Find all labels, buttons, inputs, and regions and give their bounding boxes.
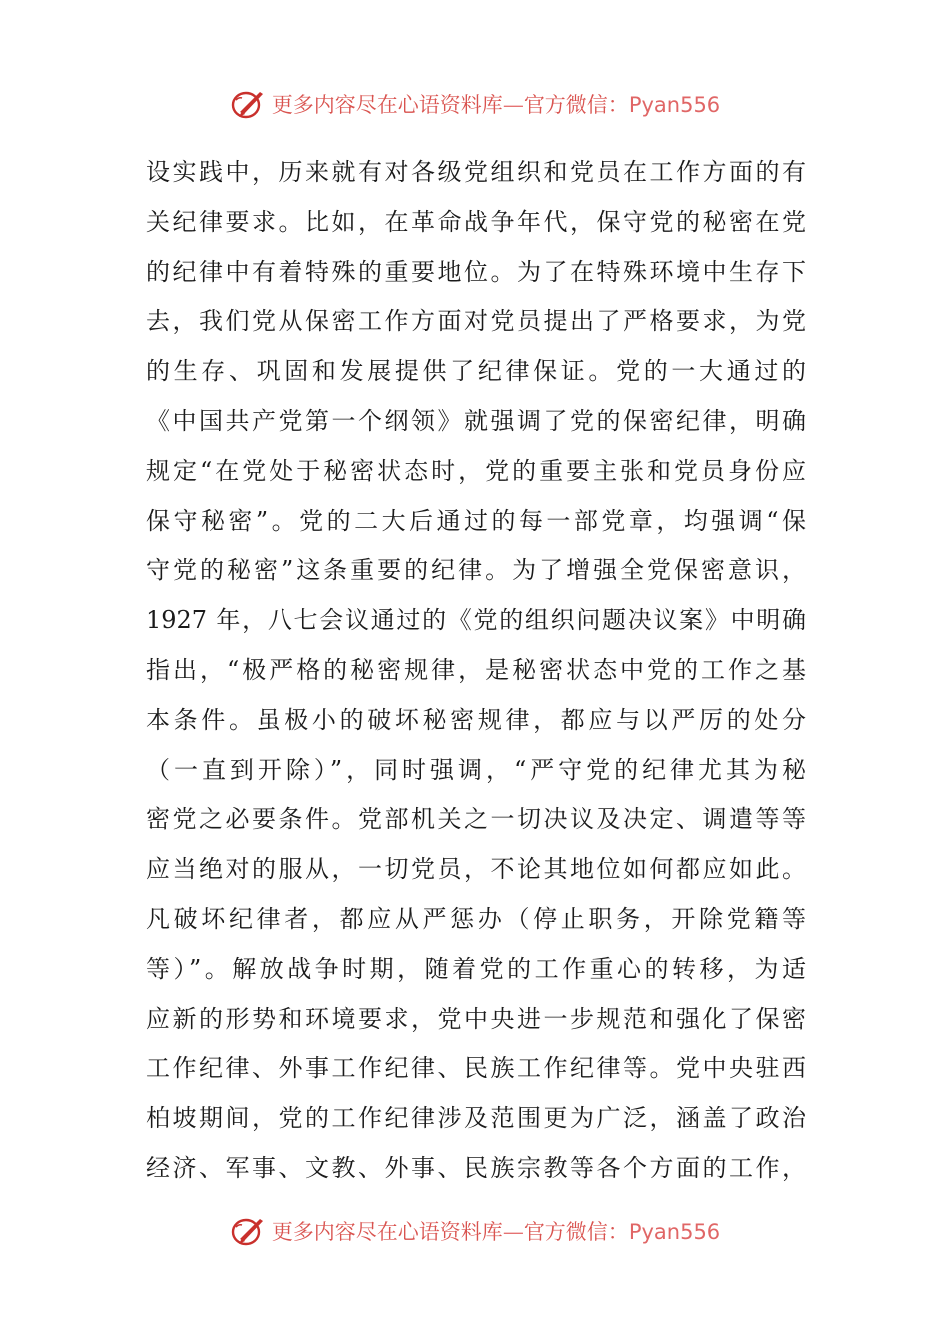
document-body	[146, 148, 806, 1194]
body-line: 经济、军事、文教、外事、民族宗教等各个方面的工作，	[146, 1153, 806, 1182]
footer-banner-text	[272, 1216, 720, 1246]
body-line: 密党之必要条件。党部机关之一切决议及决定、调遣等等	[146, 805, 806, 834]
body-line: 等）”。解放战争时期，随着党的工作重心的转移，为适	[146, 954, 806, 983]
footer-banner-separator: —	[502, 1220, 524, 1244]
body-line: （一直到开除）”，同时强调，“严守党的纪律尤其为秘	[146, 755, 806, 784]
footer-wechat-label: 官方微信：	[523, 1220, 629, 1244]
body-line: 应新的形势和环境要求，党中央进一步规范和强化了保密	[146, 1004, 806, 1033]
footer-banner-main: 更多内容尽在心语资料库	[271, 1220, 503, 1244]
header-wechat-label: 官方微信：	[523, 93, 629, 117]
body-line: 柏坡期间，党的工作纪律涉及范围更为广泛，涵盖了政治	[146, 1104, 806, 1133]
quill-logo-icon	[230, 88, 266, 120]
body-line: 工作纪律、外事工作纪律、民族工作纪律等。党中央驻西	[146, 1054, 806, 1083]
header-banner-main: 更多内容尽在心语资料库	[271, 93, 503, 117]
body-line: 的生存、巩固和发展提供了纪律保证。党的一大通过的	[146, 357, 806, 386]
body-line: 关纪律要求。比如，在革命战争年代，保守党的秘密在党	[146, 207, 806, 236]
body-line: 守党的秘密”这条重要的纪律。为了增强全党保密意识，	[146, 556, 806, 585]
header-banner	[0, 84, 950, 124]
body-line: 去，我们党从保密工作方面对党员提出了严格要求，为党	[146, 307, 806, 336]
body-line: 本条件。虽极小的破坏秘密规律，都应与以严厉的处分	[146, 705, 806, 734]
body-line: 设实践中，历来就有对各级党组织和党员在工作方面的有	[146, 158, 806, 186]
header-banner-separator: —	[502, 93, 524, 117]
body-line: 凡破坏纪律者，都应从严惩办（停止职务，开除党籍等	[146, 904, 806, 933]
footer-banner	[0, 1211, 950, 1251]
body-line: 1927 年，八七会议通过的《党的组织问题决议案》中明确	[146, 606, 806, 635]
header-banner-text	[272, 89, 720, 119]
body-line: 保守秘密”。党的二大后通过的每一部党章，均强调“保	[146, 506, 806, 535]
header-wechat-id: Pyan556	[628, 93, 721, 117]
footer-wechat-id: Pyan556	[628, 1220, 721, 1244]
body-line: 规定“在党处于秘密状态时，党的重要主张和党员身份应	[146, 456, 806, 485]
body-line: 指出，“极严格的秘密规律，是秘密状态中党的工作之基	[146, 655, 806, 684]
body-line: 《中国共产党第一个纲领》就强调了党的保密纪律，明确	[146, 406, 806, 435]
body-line: 的纪律中有着特殊的重要地位。为了在特殊环境中生存下	[146, 257, 806, 286]
body-line: 应当绝对的服从，一切党员，不论其地位如何都应如此。	[146, 855, 806, 884]
quill-logo-icon	[230, 1215, 266, 1247]
